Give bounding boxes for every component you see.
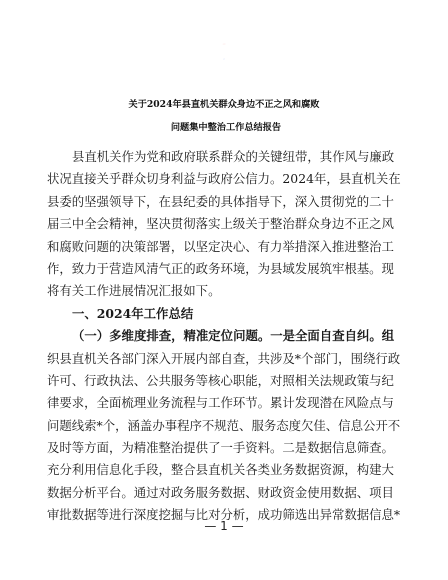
body-paragraph-line: 和腐败问题的决策部署，以坚定决心、有力举措深入推进整治工 <box>47 238 394 254</box>
body-paragraph-line: 将有关工作进展情况汇报如下。 <box>47 283 221 299</box>
document-body <box>47 146 403 527</box>
document-title-line-2: 问题集中整治工作总结报告 <box>170 122 282 133</box>
body-paragraph-line: 织县直机关各部门深入开展内部自查，共涉及*个部门，围绕行政 <box>47 350 401 366</box>
subsection-heading: （一）多维度排查，精准定位问题。一是全面自查自纠。组 <box>72 328 395 344</box>
page-number: — 1 — <box>204 519 244 533</box>
body-paragraph-line: 县委的坚强领导下，在县纪委的具体指导下，深入贯彻党的二十 <box>47 193 394 209</box>
subsection-line <box>47 325 403 347</box>
document-title-line-1: 关于2024年县直机关群众身边不正之风和腐败 <box>128 99 320 110</box>
body-paragraph-line: 状况直接关乎群众切身利益与政府公信力。2024年，县直机关在 <box>47 171 401 187</box>
body-paragraph-line: 充分利用信息化手段，整合县直机关各类业务数据资源，构建大 <box>47 462 394 478</box>
body-paragraph-line: 许可、行政执法、公共服务等核心职能，对照相关法规政策与纪 <box>47 372 394 388</box>
body-paragraph-line: 律要求，全面梳理业务流程与工作环节。累计发现潜在风险点与 <box>47 395 394 411</box>
body-paragraph-line: 数据分析平台。通过对政务服务数据、财政资金使用数据、项目 <box>47 484 394 500</box>
section-heading: 一、2024年工作总结 <box>72 305 194 321</box>
body-paragraph-line: 审批数据等进行深度挖掘与比对分析，成功筛选出异常数据信息* <box>47 507 401 523</box>
body-paragraph-line: 作，致力于营造风清气正的政务环境，为县域发展筑牢根基。现 <box>47 260 394 276</box>
body-paragraph-line: 县直机关作为党和政府联系群众的关键纽带，其作风与廉政 <box>72 149 395 164</box>
body-paragraph-line: 届三中全会精神，坚决贯彻落实上级关于整治群众身边不正之风 <box>47 216 394 232</box>
body-paragraph-line: 问题线索*个，涵盖办事程序不规范、服务态度欠佳、信息公开不 <box>47 417 401 433</box>
body-paragraph-line: 及时等方面，为精准整治提供了一手资料。二是数据信息筛查。 <box>47 440 394 456</box>
